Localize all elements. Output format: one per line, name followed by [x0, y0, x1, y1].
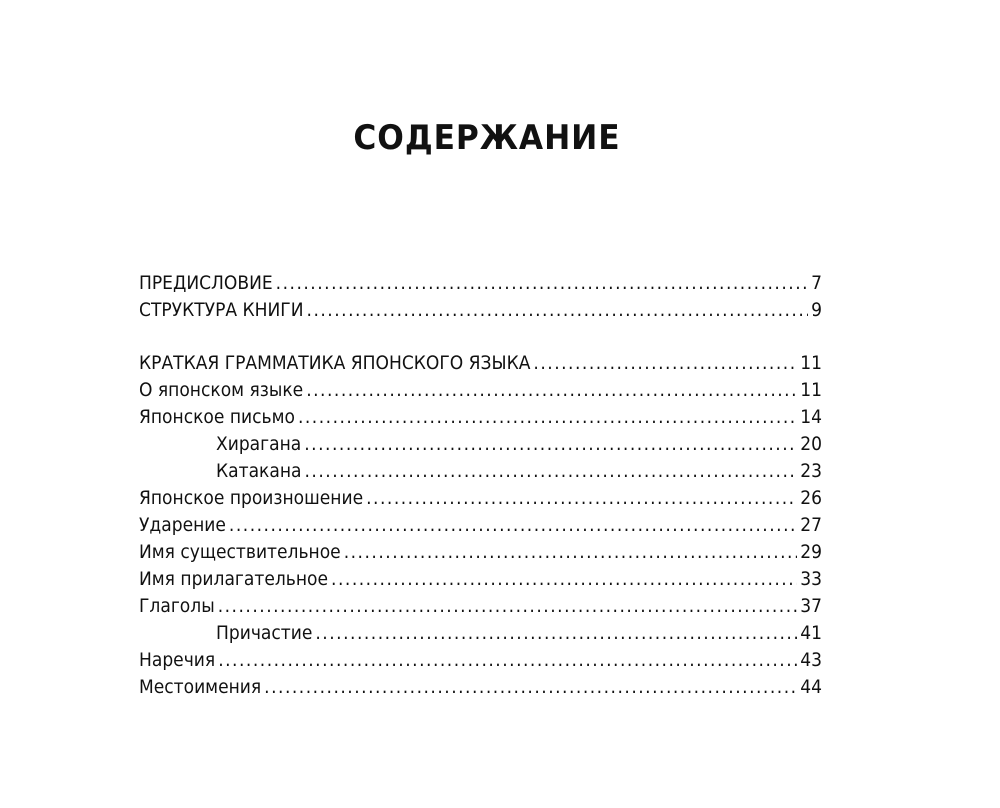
toc-entry-page: 11 — [800, 379, 822, 401]
toc-entry[interactable] — [139, 674, 822, 701]
toc-entry-page: 27 — [800, 514, 822, 536]
dot-leader — [218, 647, 797, 674]
dot-leader — [305, 458, 798, 485]
toc-entry-page: 20 — [800, 433, 822, 455]
dot-leader — [366, 485, 797, 512]
toc-entry-page: 26 — [800, 487, 822, 509]
toc-entry[interactable] — [139, 297, 822, 324]
page-title: СОДЕРЖАНИЕ — [353, 118, 621, 158]
toc-entry-page: 23 — [800, 460, 822, 482]
toc-entry-label: Имя существительное — [139, 541, 341, 563]
toc-entry-label: О японском языке — [139, 379, 304, 401]
toc-entry-label: Хирагана — [216, 433, 302, 455]
toc-entry-label: Японское произношение — [139, 487, 364, 509]
toc-section-grammar — [139, 350, 822, 701]
toc-entry-page: 41 — [800, 622, 822, 644]
toc-entry-label: Имя прилагательное — [139, 568, 329, 590]
dot-leader — [315, 620, 797, 647]
toc-subentry[interactable] — [139, 458, 822, 485]
toc-entry-page: 29 — [800, 541, 822, 563]
dot-leader — [344, 539, 798, 566]
dot-leader — [304, 431, 797, 458]
toc-entry-page: 37 — [800, 595, 822, 617]
dot-leader — [307, 297, 809, 324]
toc-entry-label: СТРУКТУРА КНИГИ — [139, 299, 304, 321]
toc-entry-label: КРАТКАЯ ГРАММАТИКА ЯПОНСКОГО ЯЗЫКА — [139, 352, 531, 374]
toc-entry[interactable] — [139, 377, 822, 404]
toc-entry-label: ПРЕДИСЛОВИЕ — [139, 272, 273, 294]
toc-entry-page: 7 — [811, 272, 822, 294]
toc-section-front-matter — [139, 270, 822, 324]
toc-entry[interactable] — [139, 566, 822, 593]
dot-leader — [218, 593, 798, 620]
toc-entry[interactable] — [139, 485, 822, 512]
toc-entry-label: Местоимения — [139, 676, 262, 698]
toc-subentry[interactable] — [139, 431, 822, 458]
toc-entry-label: Японское письмо — [139, 406, 295, 428]
dot-leader — [264, 674, 797, 701]
toc-entry[interactable] — [139, 539, 822, 566]
toc-entry-page: 33 — [800, 568, 822, 590]
toc-entry-page: 9 — [811, 299, 822, 321]
toc-entry-page: 44 — [800, 676, 822, 698]
toc-entry-page: 43 — [800, 649, 822, 671]
toc-entry-label: Ударение — [139, 514, 226, 536]
toc-entry-page: 14 — [800, 406, 822, 428]
toc-entry[interactable] — [139, 404, 822, 431]
dot-leader — [229, 512, 797, 539]
toc-entry[interactable] — [139, 512, 822, 539]
toc-entry-label: Наречия — [139, 649, 216, 671]
dot-leader — [533, 350, 797, 377]
toc-entry-label: Глаголы — [139, 595, 215, 617]
toc-entry[interactable] — [139, 350, 822, 377]
toc-entry[interactable] — [139, 593, 822, 620]
dot-leader — [276, 270, 808, 297]
table-of-contents — [139, 270, 822, 701]
dot-leader — [298, 404, 797, 431]
dot-leader — [331, 566, 797, 593]
toc-entry[interactable] — [139, 270, 822, 297]
toc-entry[interactable] — [139, 647, 822, 674]
toc-entry-label: Катакана — [216, 460, 302, 482]
toc-subentry[interactable] — [139, 620, 822, 647]
toc-entry-page: 11 — [800, 352, 822, 374]
dot-leader — [306, 377, 797, 404]
toc-entry-label: Причастие — [216, 622, 313, 644]
